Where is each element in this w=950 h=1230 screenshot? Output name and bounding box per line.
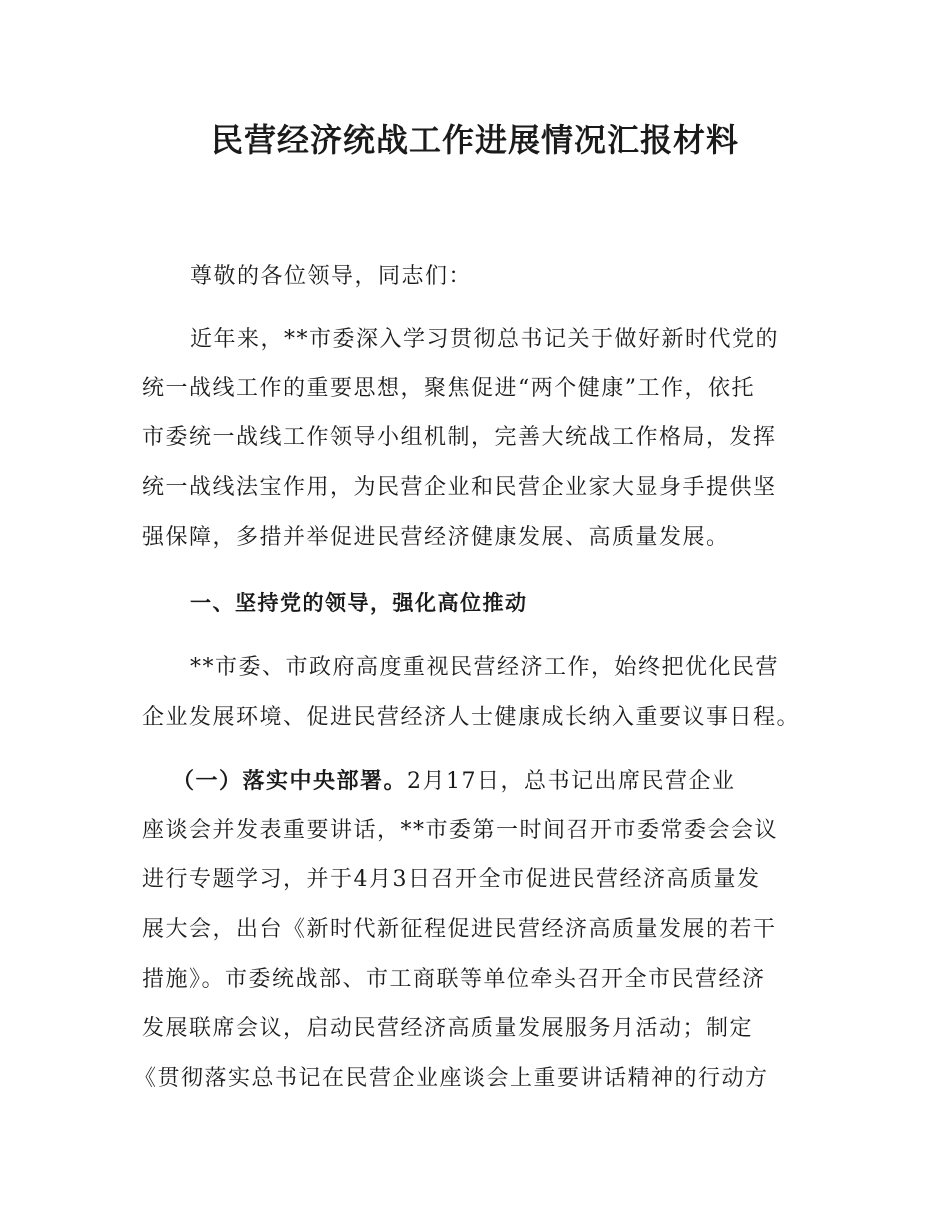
subsection-line: 进行专题学习，并于4月3日召开全市促进民营经济高质量发 [142, 867, 761, 892]
intro-line: 近年来，**市委深入学习贯彻总书记关于做好新时代党的 [190, 327, 780, 352]
subsection-line: 发展联席会议，启动民营经济高质量发展服务月活动；制定 [142, 1016, 754, 1041]
intro-line: 统一战线工作的重要思想，聚焦促进“两个健康”工作，依托 [142, 376, 755, 401]
subsection-first-line [172, 764, 852, 800]
section-heading: 一、坚持党的领导，强化高位推动 [190, 591, 528, 615]
intro-line: 市委统一战线工作领导小组机制，完善大统战工作格局，发挥 [142, 425, 777, 450]
document-title: 民营经济统战工作进展情况汇报材料 [210, 121, 739, 159]
subsection-first-rest: 2月17日，总书记出席民营企业 [407, 769, 736, 794]
subsection-line: 措施》。市委统战部、市工商联等单位牵头召开全市民营经济 [142, 967, 766, 992]
section-line: 企业发展环境、促进民营经济人士健康成长纳入重要议事日程。 [142, 705, 801, 730]
subsection-line: 展大会，出台《新时代新征程促进民营经济高质量发展的若干 [142, 917, 777, 942]
subsection-lead: （一）落实中央部署。 [172, 769, 408, 794]
section-line: **市委、市政府高度重视民营经济工作，始终把优化民营 [190, 655, 780, 680]
salutation: 尊敬的各位领导，同志们： [190, 264, 473, 289]
intro-line: 强保障，多措并举促进民营经济健康发展、高质量发展。 [142, 525, 730, 550]
intro-line: 统一战线法宝作用，为民营企业和民营企业家大显身手提供坚 [142, 475, 777, 500]
subsection-line: 座谈会并发表重要讲话，**市委第一时间召开市委常委会会议 [142, 818, 779, 843]
subsection-line: 《贯彻落实总书记在民营企业座谈会上重要讲话精神的行动方 [134, 1066, 769, 1091]
